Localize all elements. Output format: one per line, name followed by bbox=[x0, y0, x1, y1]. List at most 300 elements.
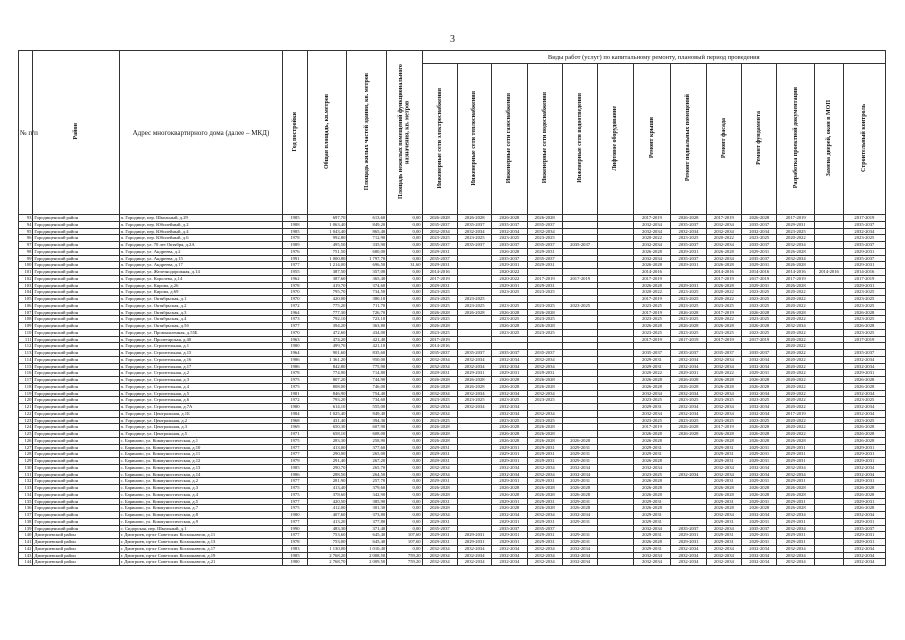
cell-work-period bbox=[457, 269, 491, 276]
cell-work-period bbox=[527, 296, 562, 303]
cell-work-period: 2032-2034 bbox=[706, 552, 741, 559]
cell-work-period: 2017-2019 bbox=[671, 336, 706, 343]
cell-work-period: 2026-2028 bbox=[422, 377, 457, 384]
header-work-cell bbox=[815, 64, 844, 215]
cell-work-period bbox=[562, 255, 597, 262]
cell-work-period: 2026-2028 bbox=[492, 248, 527, 255]
cell-work-period: 2029-2031 bbox=[706, 478, 741, 485]
cell-work-period: 2029-2031 bbox=[777, 221, 815, 228]
cell-work-period: 2029-2031 bbox=[492, 478, 527, 485]
cell-year-built: 1985 bbox=[283, 228, 307, 235]
cell-work-period bbox=[815, 444, 844, 451]
cell-work-period bbox=[671, 478, 706, 485]
cell-work-period: 2029-2031 bbox=[706, 532, 741, 539]
cell-work-period bbox=[815, 404, 844, 411]
cell-district: Городищенский район bbox=[33, 242, 119, 249]
cell-total-area: 650,30 bbox=[307, 424, 347, 431]
cell-work-period: 2035-2037 bbox=[422, 221, 457, 228]
cell-work-period: 2029-2031 bbox=[527, 478, 562, 485]
cell-work-period: 2032-2034 bbox=[843, 471, 885, 478]
cell-address: п. Городище, ул. Строительная, д.4 bbox=[119, 383, 283, 390]
cell-row-number: 113 bbox=[19, 350, 33, 357]
cell-living-area: 696,50 bbox=[347, 262, 387, 269]
cell-address: г. Дмитриев, пр-кт Советских Космонавтов, д.17 bbox=[119, 545, 283, 552]
cell-work-period: 2017-2019 bbox=[422, 336, 457, 343]
cell-work-period bbox=[815, 221, 844, 228]
cell-work-period bbox=[598, 437, 633, 444]
header-work-label: Ремонт подвальных помещений bbox=[685, 94, 692, 182]
cell-work-period: 2026-2028 bbox=[633, 431, 671, 438]
cell-work-period: 2029-2031 bbox=[562, 539, 597, 546]
cell-work-period: 2029-2031 bbox=[843, 498, 885, 505]
cell-district: Городищенский район bbox=[33, 410, 119, 417]
cell-work-period: 2026-2028 bbox=[422, 323, 457, 330]
header-nonliving-area: Площадь нежилых помещений функционального назначения, кв. метров bbox=[398, 64, 411, 199]
cell-work-period: 2032-2034 bbox=[843, 410, 885, 417]
cell-year-built: 1968 bbox=[283, 417, 307, 424]
cell-work-period: 2029-2031 bbox=[843, 370, 885, 377]
cell-work-period: 2026-2028 bbox=[422, 309, 457, 316]
cell-work-period: 2023-2025 bbox=[843, 329, 885, 336]
cell-work-period: 2023-2025 bbox=[422, 302, 457, 309]
cell-total-area: 474,20 bbox=[307, 336, 347, 343]
cell-work-period: 2023-2025 bbox=[422, 329, 457, 336]
cell-living-area: 555,00 bbox=[347, 404, 387, 411]
cell-address: п. Городище, ул. Строительная, д.15 bbox=[119, 350, 283, 357]
cell-total-area: 614,10 bbox=[307, 404, 347, 411]
cell-total-area: 777,30 bbox=[307, 309, 347, 316]
cell-work-period: 2035-2037 bbox=[843, 221, 885, 228]
cell-work-period bbox=[457, 275, 491, 282]
cell-row-number: 99 bbox=[19, 255, 33, 262]
cell-nonliving-area: 0,00 bbox=[387, 451, 422, 458]
cell-work-period: 2020-2022 bbox=[777, 404, 815, 411]
cell-address: п. Городище, ул. Центральная, д.1Б bbox=[119, 410, 283, 417]
cell-nonliving-area: 0,00 bbox=[387, 377, 422, 384]
cell-work-period: 2032-2034 bbox=[492, 545, 527, 552]
cell-nonliving-area: 0,00 bbox=[387, 444, 422, 451]
cell-work-period: 2035-2037 bbox=[457, 350, 491, 357]
cell-work-period: 2032-2034 bbox=[843, 228, 885, 235]
cell-work-period: 2032-2034 bbox=[671, 545, 706, 552]
cell-work-period bbox=[562, 228, 597, 235]
cell-work-period: 2029-2031 bbox=[422, 262, 457, 269]
cell-work-period: 2032-2034 bbox=[562, 464, 597, 471]
cell-total-area: 1 361,20 bbox=[307, 356, 347, 363]
cell-work-period bbox=[562, 350, 597, 357]
cell-work-period: 2029-2031 bbox=[492, 451, 527, 458]
cell-work-period: 2023-2025 bbox=[843, 289, 885, 296]
cell-work-period: 2032-2034 bbox=[422, 363, 457, 370]
cell-work-period: 2032-2034 bbox=[527, 356, 562, 363]
cell-work-period bbox=[492, 296, 527, 303]
cell-row-number: 118 bbox=[19, 383, 33, 390]
cell-year-built: 1977 bbox=[283, 478, 307, 485]
cell-work-period: 2020-2022 bbox=[633, 235, 671, 242]
cell-work-period bbox=[457, 471, 491, 478]
table-row bbox=[19, 309, 886, 316]
cell-work-period: 2035-2037 bbox=[527, 525, 562, 532]
cell-work-period: 2029-2031 bbox=[422, 282, 457, 289]
table-row bbox=[19, 525, 886, 532]
cell-living-area: 712,90 bbox=[347, 235, 387, 242]
cell-work-period: 2029-2031 bbox=[742, 248, 777, 255]
cell-work-period bbox=[562, 329, 597, 336]
cell-work-period: 2032-2034 bbox=[706, 363, 741, 370]
cell-total-area: 413,40 bbox=[307, 485, 347, 492]
cell-work-period: 2029-2031 bbox=[671, 282, 706, 289]
cell-work-period: 2029-2031 bbox=[527, 282, 562, 289]
cell-row-number: 126 bbox=[19, 437, 33, 444]
cell-work-period: 2032-2034 bbox=[742, 356, 777, 363]
cell-work-period: 2023-2025 bbox=[671, 316, 706, 323]
cell-district: Городищенский район bbox=[33, 431, 119, 438]
table-row bbox=[19, 539, 886, 546]
table-row bbox=[19, 323, 886, 330]
cell-year-built: 1977 bbox=[283, 262, 307, 269]
cell-district: Городищенский район bbox=[33, 350, 119, 357]
cell-year-built: 1975 bbox=[283, 485, 307, 492]
cell-address: с. Бариново, ул. Коммунистическая, д.8 bbox=[119, 512, 283, 519]
cell-work-period: 2026-2028 bbox=[527, 437, 562, 444]
header-work-label: Лифтовое оборудование bbox=[612, 105, 619, 171]
page-number: 3 bbox=[450, 34, 455, 45]
cell-work-period bbox=[457, 518, 491, 525]
cell-work-period: 2026-2028 bbox=[706, 262, 741, 269]
cell-work-period: 2035-2037 bbox=[843, 350, 885, 357]
cell-work-period: 2032-2034 bbox=[457, 390, 491, 397]
cell-total-area: 387,50 bbox=[307, 269, 347, 276]
cell-work-period: 2026-2028 bbox=[492, 437, 527, 444]
cell-work-period: 2023-2025 bbox=[633, 329, 671, 336]
cell-row-number: 127 bbox=[19, 444, 33, 451]
cell-total-area: 499,70 bbox=[307, 343, 347, 350]
cell-work-period: 2029-2031 bbox=[706, 539, 741, 546]
cell-address: п. Городище, ул. Строительная, д.6 bbox=[119, 397, 283, 404]
header-work-label: Ремонт фундамента bbox=[756, 111, 763, 165]
cell-year-built: 1980 bbox=[283, 512, 307, 519]
cell-work-period: 2026-2028 bbox=[742, 485, 777, 492]
cell-work-period: 2029-2031 bbox=[457, 539, 491, 546]
cell-year-built: 1972 bbox=[283, 302, 307, 309]
cell-work-period: 2029-2031 bbox=[457, 370, 491, 377]
cell-work-period bbox=[598, 350, 633, 357]
cell-district: Городищенский район bbox=[33, 458, 119, 465]
cell-work-period: 2032-2034 bbox=[706, 512, 741, 519]
cell-work-period: 2020-2022 bbox=[777, 397, 815, 404]
cell-district: Городищенский район bbox=[33, 390, 119, 397]
cell-work-period: 2032-2034 bbox=[777, 242, 815, 249]
cell-work-period bbox=[815, 363, 844, 370]
table-row bbox=[19, 282, 886, 289]
cell-work-period bbox=[815, 377, 844, 384]
cell-work-period: 2017-2019 bbox=[706, 424, 741, 431]
cell-year-built: 1975 bbox=[283, 437, 307, 444]
cell-nonliving-area: 0,00 bbox=[387, 242, 422, 249]
cell-work-period: 2035-2037 bbox=[527, 350, 562, 357]
cell-row-number: 109 bbox=[19, 323, 33, 330]
cell-work-period: 2032-2034 bbox=[562, 559, 597, 566]
cell-work-period: 2035-2037 bbox=[843, 255, 885, 262]
cell-work-period: 2032-2034 bbox=[742, 410, 777, 417]
cell-work-period: 2026-2028 bbox=[843, 323, 885, 330]
table-row bbox=[19, 242, 886, 249]
cell-work-period: 2026-2028 bbox=[742, 215, 777, 222]
cell-work-period: 2029-2031 bbox=[422, 458, 457, 465]
table-row bbox=[19, 269, 886, 276]
cell-work-period: 2026-2028 bbox=[671, 431, 706, 438]
cell-work-period: 2029-2031 bbox=[777, 444, 815, 451]
cell-total-area: 658,10 bbox=[307, 431, 347, 438]
cell-year-built: 1985 bbox=[283, 464, 307, 471]
cell-living-area: 613,60 bbox=[347, 215, 387, 222]
cell-work-period: 2035-2037 bbox=[742, 255, 777, 262]
cell-total-area: 807,20 bbox=[307, 377, 347, 384]
cell-district: Городищенский район bbox=[33, 485, 119, 492]
cell-nonliving-area: 0,00 bbox=[387, 424, 422, 431]
cell-work-period: 2026-2028 bbox=[742, 491, 777, 498]
cell-nonliving-area: 0,00 bbox=[387, 350, 422, 357]
cell-work-period: 2032-2034 bbox=[492, 356, 527, 363]
cell-work-period: 2014-2016 bbox=[633, 269, 671, 276]
cell-district: Городищенский район bbox=[33, 491, 119, 498]
cell-work-period bbox=[815, 539, 844, 546]
cell-work-period bbox=[492, 336, 527, 343]
header-work-cell bbox=[742, 64, 777, 215]
cell-address: г. Дмитриев, пр-кт Советских Космонавтов, д.19 bbox=[119, 552, 283, 559]
cell-work-period: 2026-2028 bbox=[492, 424, 527, 431]
cell-work-period: 2020-2022 bbox=[777, 383, 815, 390]
cell-district: Городищенский район bbox=[33, 255, 119, 262]
cell-work-period bbox=[598, 478, 633, 485]
cell-work-period bbox=[598, 444, 633, 451]
cell-work-period: 2026-2028 bbox=[633, 248, 671, 255]
cell-work-period: 2032-2034 bbox=[742, 512, 777, 519]
cell-nonliving-area: 0,00 bbox=[387, 498, 422, 505]
cell-work-period: 2014-2016 bbox=[422, 343, 457, 350]
cell-work-period: 2026-2028 bbox=[671, 309, 706, 316]
cell-address: п. Городище, пер. Юбилейный, д.2 bbox=[119, 221, 283, 228]
cell-work-period: 2017-2019 bbox=[777, 410, 815, 417]
cell-work-period: 2032-2034 bbox=[706, 356, 741, 363]
cell-work-period bbox=[815, 512, 844, 519]
cell-work-period: 2029-2031 bbox=[706, 458, 741, 465]
table-row bbox=[19, 383, 886, 390]
cell-work-period: 2020-2022 bbox=[777, 329, 815, 336]
cell-work-period bbox=[815, 248, 844, 255]
cell-work-period bbox=[562, 404, 597, 411]
cell-work-period: 2014-2016 bbox=[843, 269, 885, 276]
cell-row-number: 133 bbox=[19, 485, 33, 492]
cell-work-period bbox=[457, 491, 491, 498]
cell-work-period bbox=[815, 559, 844, 566]
cell-district: Городищенский район bbox=[33, 417, 119, 424]
cell-work-period: 2026-2028 bbox=[492, 491, 527, 498]
table-row bbox=[19, 302, 886, 309]
cell-row-number: 101 bbox=[19, 269, 33, 276]
cell-nonliving-area: 0,00 bbox=[387, 215, 422, 222]
cell-work-period: 2023-2025 bbox=[742, 316, 777, 323]
cell-row-number: 135 bbox=[19, 498, 33, 505]
table-row bbox=[19, 228, 886, 235]
cell-work-period: 2026-2028 bbox=[742, 383, 777, 390]
cell-nonliving-area: 0,00 bbox=[387, 269, 422, 276]
cell-address: п. Городище, ул. Андреева, д.15 bbox=[119, 255, 283, 262]
cell-total-area: 419,70 bbox=[307, 282, 347, 289]
cell-living-area: 714,80 bbox=[347, 370, 387, 377]
cell-work-period: 2026-2028 bbox=[422, 485, 457, 492]
table-row bbox=[19, 329, 886, 336]
cell-work-period: 2026-2028 bbox=[742, 309, 777, 316]
cell-work-period: 2026-2028 bbox=[422, 424, 457, 431]
cell-work-period bbox=[598, 329, 633, 336]
cell-district: Городищенский район bbox=[33, 262, 119, 269]
cell-district: Городищенский район bbox=[33, 525, 119, 532]
cell-work-period bbox=[457, 478, 491, 485]
cell-work-period: 2032-2034 bbox=[843, 559, 885, 566]
cell-address: с. Бариново, ул. Коммунистическая, д.4 bbox=[119, 491, 283, 498]
cell-district: Городищенский район bbox=[33, 228, 119, 235]
header-total-area: Общая площадь, кв.метров bbox=[323, 94, 330, 169]
cell-work-period: 2029-2031 bbox=[527, 458, 562, 465]
cell-work-period bbox=[457, 289, 491, 296]
cell-work-period: 2020-2022 bbox=[777, 390, 815, 397]
table-row bbox=[19, 248, 886, 255]
cell-work-period: 2029-2031 bbox=[527, 451, 562, 458]
cell-work-period: 2029-2031 bbox=[777, 478, 815, 485]
cell-living-area: 645,40 bbox=[347, 539, 387, 546]
cell-address: с. Бариново, ул. Коммунистическая, д.3 bbox=[119, 485, 283, 492]
cell-work-period: 2026-2028 bbox=[742, 431, 777, 438]
cell-row-number: 102 bbox=[19, 275, 33, 282]
cell-work-period bbox=[815, 518, 844, 525]
cell-work-period bbox=[815, 255, 844, 262]
cell-living-area: 342,90 bbox=[347, 491, 387, 498]
cell-work-period bbox=[598, 505, 633, 512]
cell-work-period bbox=[815, 491, 844, 498]
cell-living-area: 608,00 bbox=[347, 431, 387, 438]
cell-address: с. Бариново, ул. Коммунистическая, д.1 bbox=[119, 437, 283, 444]
cell-work-period: 2032-2034 bbox=[742, 552, 777, 559]
cell-total-area: 394,20 bbox=[307, 323, 347, 330]
header-work-cell bbox=[598, 64, 633, 215]
cell-living-area: 363,80 bbox=[347, 323, 387, 330]
cell-district: Городищенский район bbox=[33, 309, 119, 316]
cell-work-period: 2032-2034 bbox=[562, 512, 597, 519]
cell-district: Городищенский район bbox=[33, 370, 119, 377]
cell-work-period: 2032-2034 bbox=[633, 255, 671, 262]
cell-work-period: 2026-2028 bbox=[777, 485, 815, 492]
header-work-cell bbox=[777, 64, 815, 215]
cell-work-period: 2032-2034 bbox=[706, 255, 741, 262]
cell-living-area: 1 797,70 bbox=[347, 255, 387, 262]
cell-work-period: 2020-2022 bbox=[777, 235, 815, 242]
cell-work-period bbox=[815, 370, 844, 377]
cell-work-period bbox=[562, 377, 597, 384]
cell-work-period: 2032-2034 bbox=[527, 410, 562, 417]
cell-district: Городищенский район bbox=[33, 512, 119, 519]
table-header bbox=[19, 51, 886, 215]
cell-work-period bbox=[815, 215, 844, 222]
cell-work-period bbox=[633, 343, 671, 350]
cell-work-period: 2017-2019 bbox=[706, 275, 741, 282]
header-work-label: Ремонт крыши bbox=[648, 117, 655, 159]
cell-work-period: 2032-2034 bbox=[562, 552, 597, 559]
header-works-group: Виды работ (услуг) по капитальному ремонту, плановый период проведения bbox=[422, 51, 885, 64]
cell-work-period bbox=[562, 383, 597, 390]
cell-living-area: 744,90 bbox=[347, 377, 387, 384]
cell-work-period: 2035-2037 bbox=[633, 350, 671, 357]
cell-row-number: 120 bbox=[19, 397, 33, 404]
cell-work-period bbox=[815, 242, 844, 249]
cell-nonliving-area: 0,00 bbox=[387, 228, 422, 235]
cell-work-period: 2032-2034 bbox=[633, 390, 671, 397]
cell-row-number: 129 bbox=[19, 458, 33, 465]
cell-work-period: 2026-2028 bbox=[633, 539, 671, 546]
cell-work-period: 2029-2031 bbox=[843, 451, 885, 458]
cell-work-period: 2023-2025 bbox=[457, 302, 491, 309]
cell-work-period: 2029-2031 bbox=[527, 248, 562, 255]
table-row bbox=[19, 221, 886, 228]
cell-work-period: 2023-2025 bbox=[457, 296, 491, 303]
cell-work-period: 2032-2034 bbox=[422, 552, 457, 559]
cell-work-period: 2029-2031 bbox=[422, 532, 457, 539]
cell-work-period: 2029-2031 bbox=[562, 532, 597, 539]
table-row bbox=[19, 397, 886, 404]
cell-work-period: 2023-2025 bbox=[527, 302, 562, 309]
cell-work-period bbox=[457, 343, 491, 350]
cell-work-period: 2026-2028 bbox=[492, 377, 527, 384]
cell-work-period bbox=[815, 329, 844, 336]
cell-work-period bbox=[457, 505, 491, 512]
cell-work-period: 2020-2022 bbox=[633, 289, 671, 296]
cell-living-area: 2 009,50 bbox=[347, 559, 387, 566]
cell-row-number: 98 bbox=[19, 248, 33, 255]
cell-nonliving-area: 107,60 bbox=[387, 532, 422, 539]
cell-work-period: 2029-2031 bbox=[633, 444, 671, 451]
cell-row-number: 136 bbox=[19, 505, 33, 512]
cell-work-period: 2032-2034 bbox=[671, 228, 706, 235]
table-body bbox=[19, 215, 886, 566]
cell-year-built: 1973 bbox=[283, 316, 307, 323]
cell-work-period: 2029-2031 bbox=[742, 458, 777, 465]
cell-nonliving-area: 0,00 bbox=[387, 363, 422, 370]
cell-work-period bbox=[671, 464, 706, 471]
cell-nonliving-area: 0,00 bbox=[387, 383, 422, 390]
cell-work-period: 2017-2019 bbox=[633, 336, 671, 343]
cell-work-period bbox=[598, 559, 633, 566]
cell-row-number: 108 bbox=[19, 316, 33, 323]
cell-work-period bbox=[598, 417, 633, 424]
cell-work-period: 2026-2028 bbox=[843, 431, 885, 438]
cell-work-period: 2032-2034 bbox=[422, 471, 457, 478]
cell-work-period bbox=[815, 464, 844, 471]
header-work-cell bbox=[671, 64, 706, 215]
cell-work-period: 2035-2037 bbox=[843, 525, 885, 532]
cell-work-period: 2023-2025 bbox=[742, 417, 777, 424]
cell-work-period: 2023-2025 bbox=[527, 289, 562, 296]
cell-work-period: 2032-2034 bbox=[706, 228, 741, 235]
cell-work-period: 2029-2031 bbox=[671, 248, 706, 255]
cell-work-period: 2023-2025 bbox=[457, 397, 491, 404]
cell-work-period bbox=[815, 390, 844, 397]
cell-work-period: 2035-2037 bbox=[457, 242, 491, 249]
cell-work-period: 2032-2034 bbox=[457, 552, 491, 559]
cell-work-period: 2017-2019 bbox=[706, 336, 741, 343]
cell-work-period: 2032-2034 bbox=[492, 512, 527, 519]
cell-address: с. Бариново, ул. Коммунистическая, д.5 bbox=[119, 498, 283, 505]
cell-total-area: 387,60 bbox=[307, 275, 347, 282]
